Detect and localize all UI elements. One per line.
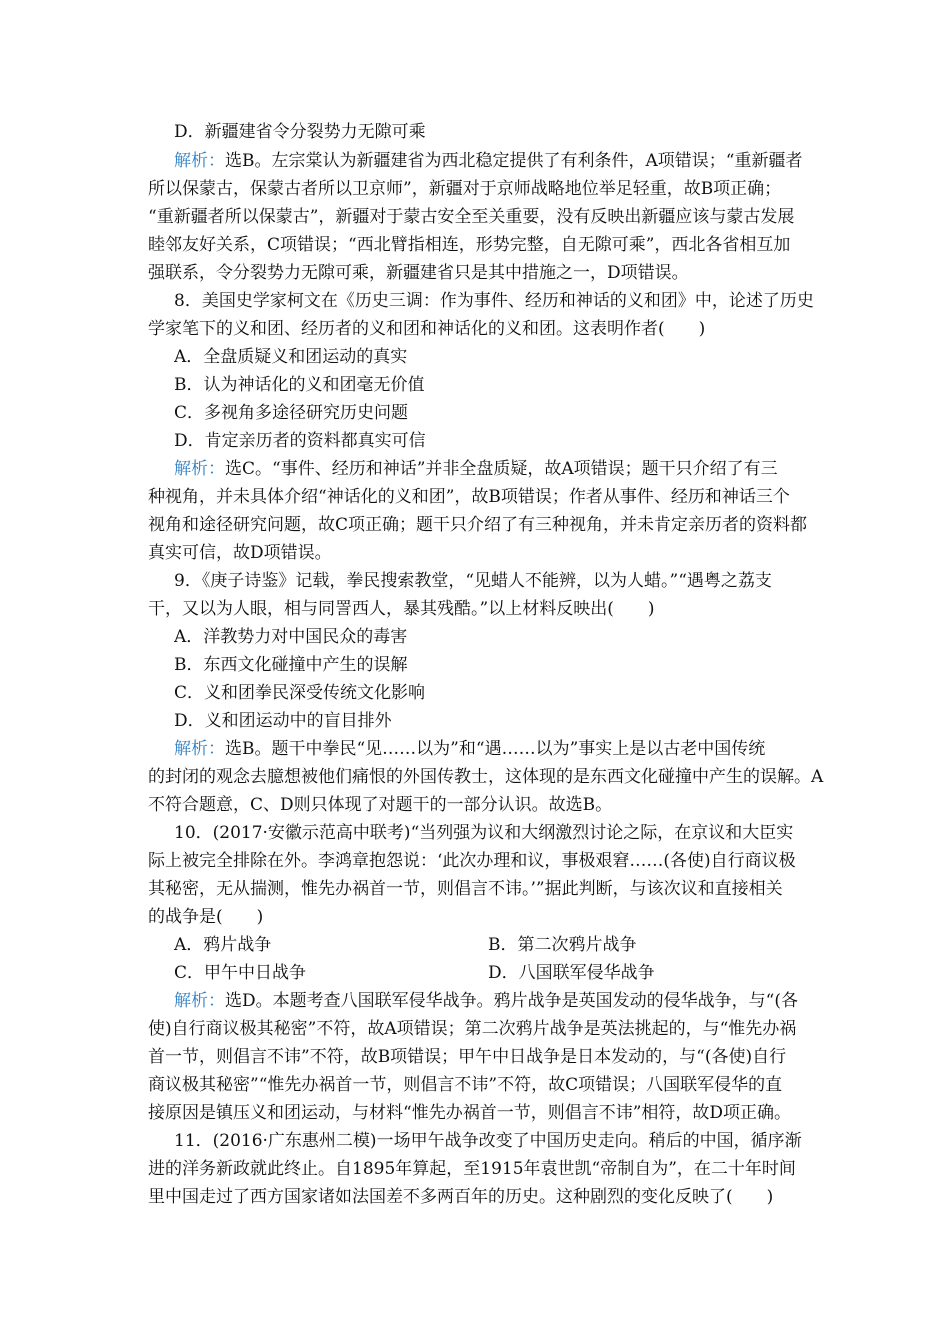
q10-analysis-line-2: 使)自行商议极其秘密”不符，故A项错误；第二次鸦片战争是英法挑起的，与“惟先办祸 — [148, 1019, 797, 1039]
analysis-label: 解析： — [174, 739, 225, 759]
q8-analysis-line-3: 视角和途径研究问题，故C项正确；题干只介绍了有三种视角，并未肯定亲历者的资料都 — [148, 515, 808, 535]
analysis-label: 解析： — [174, 459, 225, 479]
q7-analysis-line-1: 解析：选B。左宗棠认为新疆建省为西北稳定提供了有利条件，A项错误；“重新疆者 — [174, 151, 803, 171]
q10-stem-line-3: 其秘密，无从揣测，惟先办祸首一节，则倡言不讳。’”据此判断，与该次议和直接相关 — [148, 879, 783, 899]
q9-option-b: B．东西文化碰撞中产生的误解 — [174, 655, 408, 675]
q10-option-a: A．鸦片战争 — [174, 935, 272, 955]
q9-stem-line-1: 9．《庚子诗鉴》记载，拳民搜索教堂，“见蜡人不能辨，以为人蜡。”“遇粤之荔支 — [174, 571, 772, 591]
q9-analysis-line-2: 的封闭的观念去臆想被他们痛恨的外国传教士，这体现的是东西文化碰撞中产生的误解。A — [148, 767, 824, 787]
q9-analysis-line-3: 不符合题意，C、D则只体现了对题干的一部分认识。故选B。 — [148, 795, 613, 815]
q10-stem-line-1: 10．(2017·安徽示范高中联考)“当列强为议和大纲激烈讨论之际，在京议和大臣实 — [174, 823, 794, 843]
q10-option-d: D．八国联军侵华战争 — [488, 963, 655, 983]
q10-option-c: C．甲午中日战争 — [174, 963, 307, 983]
q8-option-a: A．全盘质疑义和团运动的真实 — [174, 347, 408, 367]
q8-stem-line-1: 8．美国史学家柯文在《历史三调：作为事件、经历和神话的义和团》中，论述了历史 — [174, 291, 814, 311]
q9-option-a: A．洋教势力对中国民众的毒害 — [174, 627, 408, 647]
q10-analysis-line-3: 首一节，则倡言不讳”不符，故B项错误；甲午中日战争是日本发动的，与“(各使)自行 — [148, 1047, 787, 1067]
q9-option-d: D．义和团运动中的盲目排外 — [174, 711, 392, 731]
q10-analysis-line-4: 商议极其秘密”“惟先办祸首一节，则倡言不讳”不符，故C项错误；八国联军侵华的直 — [148, 1075, 783, 1095]
q8-option-d: D．肯定亲历者的资料都真实可信 — [174, 431, 426, 451]
q10-analysis-line-5: 接原因是镇压义和团运动，与材料“惟先办祸首一节，则倡言不讳”相符，故D项正确。 — [148, 1103, 792, 1123]
q7-option-d: D．新疆建省令分裂势力无隙可乘 — [174, 122, 426, 142]
q8-analysis-line-4: 真实可信，故D项错误。 — [148, 543, 332, 563]
analysis-label: 解析： — [174, 151, 225, 171]
q10-stem-line-4: 的战争是( ) — [148, 907, 264, 927]
q7-analysis-line-4: 睦邻友好关系，C项错误；“西北臂指相连，形势完整，自无隙可乘”，西北各省相互加 — [148, 235, 791, 255]
q9-option-c: C．义和团拳民深受传统文化影响 — [174, 683, 426, 703]
q8-analysis-line-2: 种视角，并未具体介绍“神话化的义和团”，故B项错误；作者从事件、经历和神话三个 — [148, 487, 790, 507]
q8-option-c: C．多视角多途径研究历史问题 — [174, 403, 409, 423]
q8-option-b: B．认为神话化的义和团毫无价值 — [174, 375, 425, 395]
q11-stem-line-1: 11．(2016·广东惠州二模)一场甲午战争改变了中国历史走向。稍后的中国，循序渐 — [174, 1131, 802, 1151]
q7-analysis-line-2: 所以保蒙古，保蒙古者所以卫京师”，新疆对于京师战略地位举足轻重，故B项正确； — [148, 179, 782, 199]
q11-stem-line-3: 里中国走过了西方国家诸如法国差不多两百年的历史。这种剧烈的变化反映了( ) — [148, 1187, 774, 1207]
q11-stem-line-2: 进的洋务新政就此终止。自1895年算起，至1915年袁世凯“帝制自为”，在二十年时间 — [148, 1159, 796, 1179]
analysis-label: 解析： — [174, 991, 225, 1011]
q9-stem-line-2: 干，又以为人眼，相与同詈西人，暴其残酷。”以上材料反映出( ) — [148, 599, 655, 619]
q10-analysis-line-1: 解析：选D。本题考查八国联军侵华战争。鸦片战争是英国发动的侵华战争，与“(各 — [174, 991, 798, 1011]
q7-analysis-line-5: 强联系，令分裂势力无隙可乘，新疆建省只是其中措施之一，D项错误。 — [148, 263, 689, 283]
q7-analysis-line-3: “重新疆者所以保蒙古”，新疆对于蒙古安全至关重要，没有反映出新疆应该与蒙古发展 — [148, 207, 795, 227]
q10-option-b: B．第二次鸦片战争 — [488, 935, 637, 955]
q8-stem-line-2: 学家笔下的义和团、经历者的义和团和神话化的义和团。这表明作者( ) — [148, 319, 706, 339]
q8-analysis-line-1: 解析：选C。“事件、经历和神话”并非全盘质疑，故A项错误；题干只介绍了有三 — [174, 459, 778, 479]
q9-analysis-line-1: 解析：选B。题干中拳民“见……以为”和“遇……以为”事实上是以古老中国传统 — [174, 739, 766, 759]
q10-stem-line-2: 际上被完全排除在外。李鸿章抱怨说：‘此次办理和议，事极艰窘……(各使)自行商议极 — [148, 851, 796, 871]
